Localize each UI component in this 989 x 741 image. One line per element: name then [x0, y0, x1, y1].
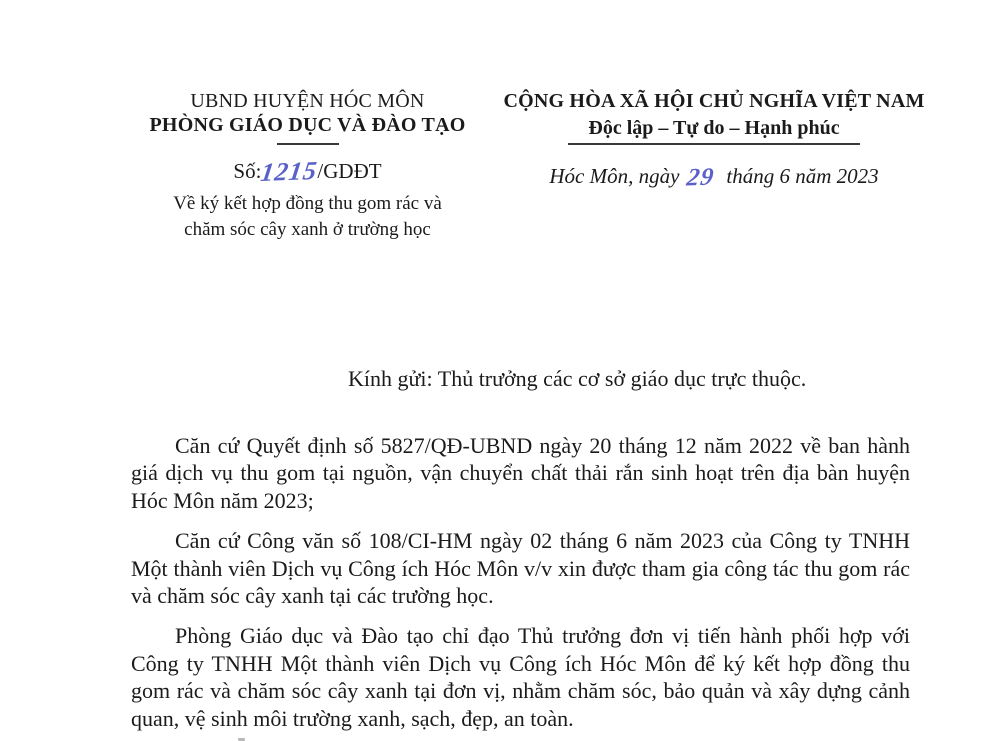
national-title: CỘNG HÒA XÃ HỘI CHỦ NGHĨA VIỆT NAM [503, 90, 925, 112]
place-date-line [488, 163, 940, 192]
salutation-line: Kính gửi: Thủ trưởng các cơ sở giáo dục trực thuộc. [348, 366, 807, 391]
date-suffix: tháng 6 năm 2023 [726, 164, 879, 188]
motto-underline-rule [568, 143, 860, 145]
body-paragraph-2: Căn cứ Công văn số 108/CI-HM ngày 02 tháng 6 năm 2023 của Công ty TNHH Một thành viên Dịch vụ Công ích Hóc Môn v/v xin được tham gia công tác thu gom rác và chăm sóc cây xanh tại các trường học. [131, 528, 910, 609]
national-motto: Độc lập – Tự do – Hạnh phúc [588, 117, 840, 139]
document-number-line [140, 156, 475, 187]
document-number-handwritten: 1215 [259, 156, 320, 187]
document-number-prefix: Số: [233, 159, 262, 183]
parent-agency-name: UBND HUYỆN HÓC MÔN [190, 90, 425, 112]
issuing-agency-block [140, 90, 475, 243]
body-paragraph-1: Căn cứ Quyết định số 5827/QĐ-UBND ngày 20 tháng 12 năm 2022 về ban hành giá dịch vụ thu gom tại nguồn, vận chuyển chất thải rắn sinh hoạt trên địa bàn huyện Hóc Môn năm 2023; [131, 433, 910, 513]
document-subject [140, 191, 475, 243]
issuing-agency-name: PHÒNG GIÁO DỤC VÀ ĐÀO TẠO [149, 114, 466, 136]
document-body [131, 432, 910, 741]
document-subject-line1: Về ký kết hợp đồng thu gom rác và [173, 193, 442, 214]
document-number-suffix: /GDĐT [317, 159, 382, 183]
document-subject-line2: chăm sóc cây xanh ở trường học [184, 219, 431, 240]
date-day-handwritten: 29 [685, 163, 717, 192]
agency-underline-rule [277, 143, 339, 145]
date-prefix: Hóc Môn, ngày [549, 164, 680, 188]
national-header-block [488, 90, 940, 192]
body-paragraph-3: Phòng Giáo dục và Đào tạo chỉ đạo Thủ trưởng đơn vị tiến hành phối hợp với Công ty TNHH Một thành viên Dịch vụ Công ích Hóc Môn để ký kết hợp đồng thu gom rác và chăm sóc cây xanh tại đơn vị, nhằm chăm sóc, bảo quản và xây dựng cảnh quan, vệ sinh môi trường xanh, sạch, đẹp, an toàn. [131, 623, 910, 731]
